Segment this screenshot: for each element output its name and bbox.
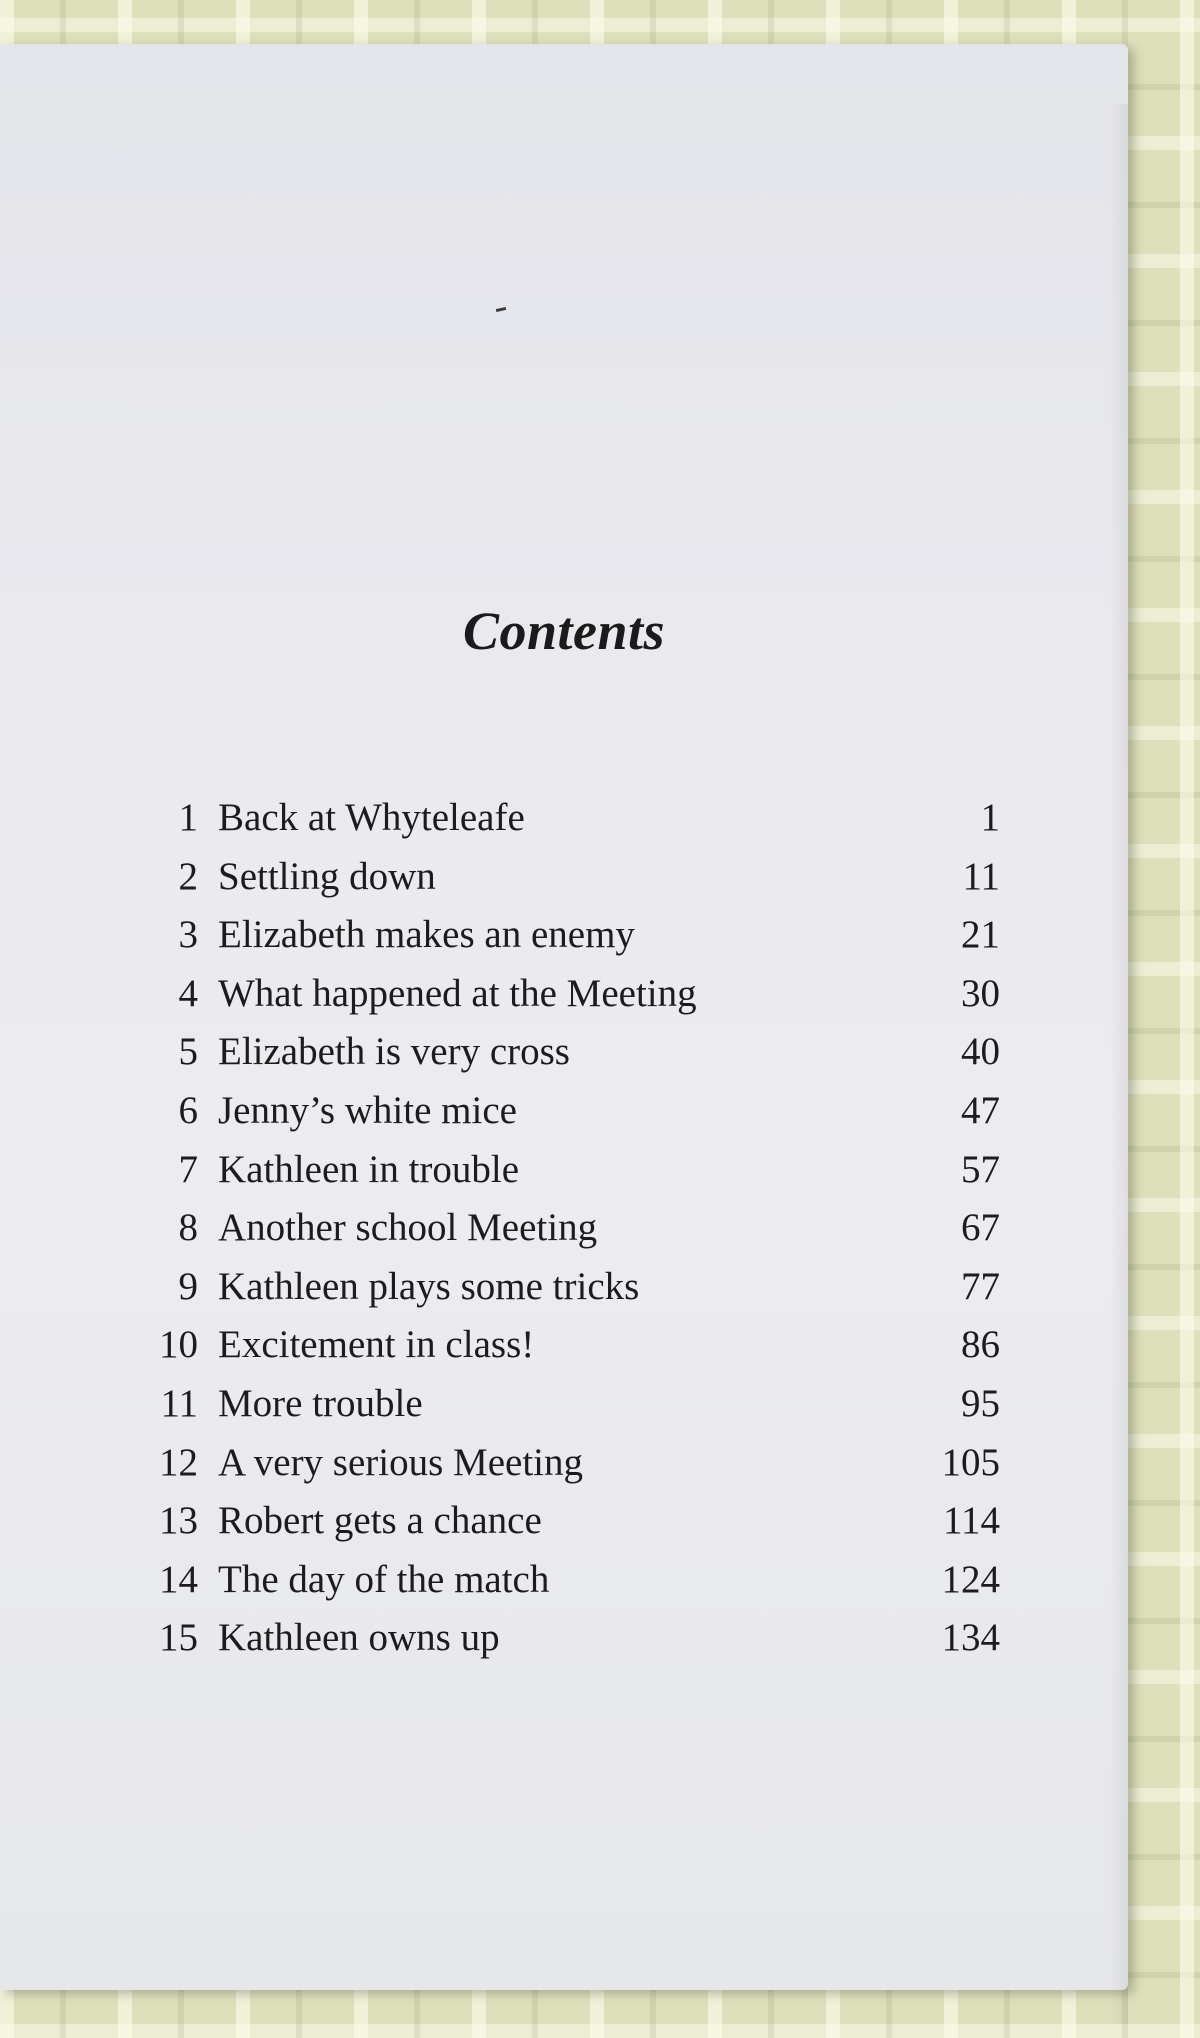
toc-entry bbox=[0, 971, 1128, 1030]
chapter-title: Kathleen plays some tricks bbox=[218, 1264, 640, 1308]
toc-entry bbox=[0, 1029, 1128, 1088]
chapter-page: 114 bbox=[942, 1499, 1000, 1543]
chapter-page: 57 bbox=[961, 1147, 1000, 1191]
toc-entry bbox=[0, 912, 1128, 971]
chapter-title: Kathleen owns up bbox=[218, 1616, 500, 1660]
chapter-number: 12 bbox=[159, 1440, 198, 1484]
toc-entry bbox=[0, 1322, 1128, 1381]
chapter-page: 124 bbox=[941, 1557, 1000, 1601]
chapter-title: More trouble bbox=[218, 1381, 423, 1425]
chapter-title: Elizabeth is very cross bbox=[218, 1030, 570, 1074]
toc-entry bbox=[0, 1557, 1128, 1616]
toc-entry bbox=[0, 1440, 1128, 1499]
toc-entry bbox=[0, 1205, 1128, 1264]
chapter-title: Settling down bbox=[218, 854, 436, 898]
toc-entry bbox=[0, 1264, 1128, 1323]
chapter-title: Excitement in class! bbox=[218, 1323, 535, 1367]
chapter-title: Kathleen in trouble bbox=[218, 1147, 520, 1191]
chapter-number: 1 bbox=[178, 796, 198, 839]
chapter-title: Elizabeth makes an enemy bbox=[218, 913, 635, 957]
toc-entry bbox=[0, 1147, 1128, 1206]
chapter-title: A very serious Meeting bbox=[218, 1440, 584, 1484]
chapter-page: 67 bbox=[961, 1206, 1000, 1250]
chapter-number: 13 bbox=[159, 1499, 198, 1543]
chapter-number: 6 bbox=[178, 1088, 198, 1132]
chapter-number: 14 bbox=[159, 1557, 198, 1601]
chapter-page: 30 bbox=[961, 971, 1000, 1015]
chapter-number: 3 bbox=[178, 913, 198, 957]
chapter-page: 47 bbox=[961, 1088, 1000, 1132]
chapter-number: 10 bbox=[159, 1323, 198, 1367]
table-of-contents bbox=[0, 795, 1128, 1674]
chapter-number: 5 bbox=[178, 1030, 198, 1074]
chapter-page: 21 bbox=[961, 913, 1000, 957]
chapter-number: 8 bbox=[178, 1206, 198, 1250]
toc-entry bbox=[0, 1381, 1128, 1440]
chapter-page: 105 bbox=[941, 1440, 1000, 1484]
chapter-page: 1 bbox=[980, 796, 1000, 839]
chapter-number: 9 bbox=[178, 1264, 198, 1308]
chapter-title: Another school Meeting bbox=[218, 1206, 598, 1250]
toc-entry bbox=[0, 795, 1128, 854]
toc-entry bbox=[0, 1615, 1128, 1674]
chapter-number: 2 bbox=[178, 854, 198, 898]
chapter-title: Jenny’s white mice bbox=[218, 1088, 517, 1132]
chapter-title: Back at Whyteleafe bbox=[218, 796, 525, 839]
chapter-number: 4 bbox=[178, 971, 198, 1015]
toc-entry bbox=[0, 854, 1128, 913]
chapter-title: What happened at the Meeting bbox=[218, 971, 697, 1015]
chapter-number: 7 bbox=[178, 1147, 198, 1191]
toc-entry bbox=[0, 1498, 1128, 1557]
chapter-page: 134 bbox=[941, 1616, 1000, 1660]
contents-heading: Contents bbox=[462, 601, 666, 661]
chapter-number: 15 bbox=[159, 1616, 198, 1660]
chapter-page: 40 bbox=[961, 1030, 1000, 1074]
chapter-page: 11 bbox=[962, 854, 1000, 898]
chapter-number: 11 bbox=[160, 1381, 198, 1425]
chapter-page: 95 bbox=[961, 1381, 1000, 1425]
chapter-title: Robert gets a chance bbox=[218, 1499, 542, 1543]
chapter-page: 77 bbox=[961, 1264, 1000, 1308]
chapter-title: The day of the match bbox=[218, 1557, 550, 1601]
toc-entry bbox=[0, 1088, 1128, 1147]
chapter-page: 86 bbox=[961, 1323, 1000, 1367]
